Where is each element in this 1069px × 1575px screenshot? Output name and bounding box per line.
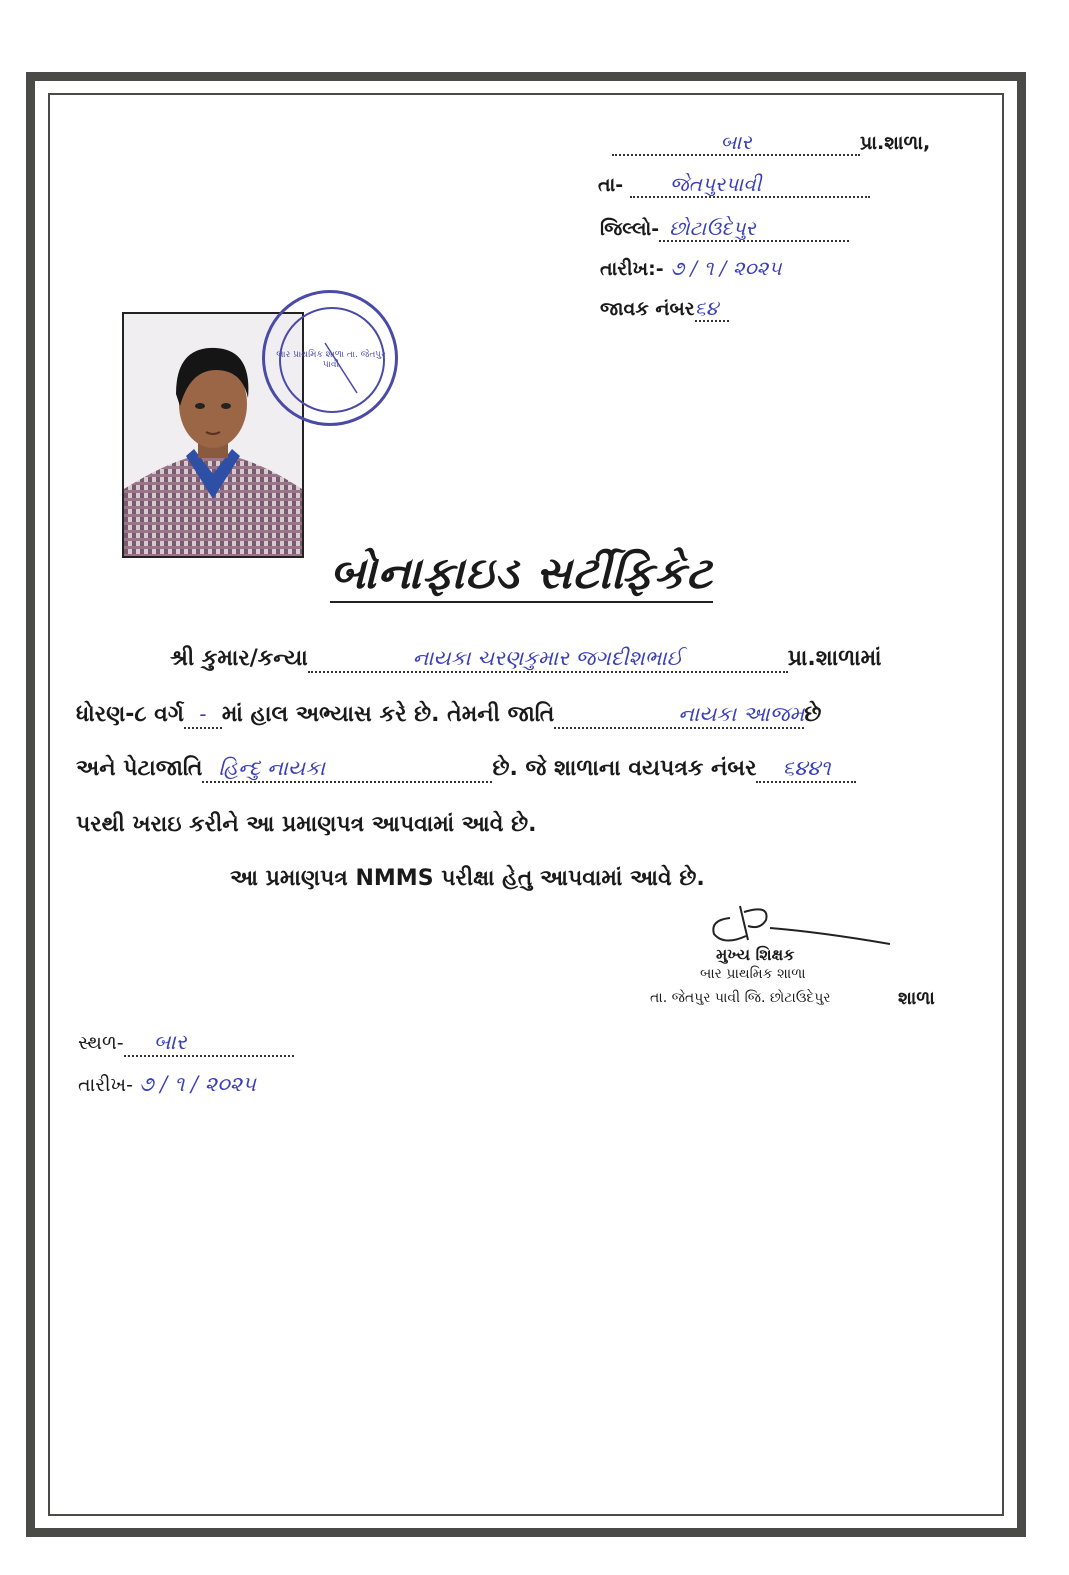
footer-date-line [78,1072,256,1097]
body-line-3 [76,756,856,783]
header-school-line [612,130,930,156]
line2-suffix: છે [804,702,822,727]
footer-date-value: ૭ / ૧ / ૨૦૨૫ [139,1072,256,1096]
class-value: - [199,702,207,726]
body-line-2 [76,702,821,729]
date-value: ૭ / ૧ / ૨૦૨૫ [670,256,782,280]
school-value: બાર [720,130,752,154]
district-label: જિલ્લો- [600,218,660,240]
signature-stamp-line2: તા. જેતપુર પાવી જિ. છોટાઉદેપુર [650,990,831,1006]
body-line-4: પરથી ખરાઇ કરીને આ પ્રમાણપત્ર આપવામાં આવે છે. [76,812,537,837]
page-border-inner [48,93,1004,1516]
body-line-5: આ પ્રમાણપત્ર NMMS પરીક્ષા હેતુ આપવામાં આવે છે. [230,866,705,891]
stamp-text: બાર પ્રાથમિક શાળા તા. જેતપુર પાવી [276,350,386,370]
line2-prefix: ધોરણ-૮ વર્ગ [76,702,184,727]
line1-prefix: શ્રી કુમાર/કન્યા [170,646,308,671]
outward-value: ૬૪ [694,296,719,320]
line2-mid: માં હાલ અભ્યાસ કરે છે. તેમની જાતિ [221,702,555,727]
page-border [26,72,1026,1537]
outward-label: જાવક નંબર [600,298,695,320]
line3-prefix: અને પેટાજાતિ [76,756,203,781]
school-label: પ્રા.શાળા, [860,132,931,154]
caste-value: નાયકા આજમ [678,702,805,726]
school-round-stamp [262,290,398,426]
header-date-line [600,256,782,280]
signature-suffix: શાળા [898,988,935,1009]
footer-date-label: તારીખ- [78,1074,133,1096]
taluka-label: તા- [598,174,624,196]
header-taluka-line [598,172,870,198]
register-number: ૬૪૪૧ [782,756,831,780]
date-label: તારીખ:- [600,258,664,280]
header-district-line [600,216,849,242]
signature-stamp-line1: બાર પ્રાથમિક શાળા [700,966,806,982]
student-name: નાયકા ચરણકુમાર જગદીશભાઈ [412,646,683,670]
certificate-title: બોનાફાઇડ સર્ટીફિકેટ [330,548,713,603]
district-value: છોટાઉદેપુર [669,216,756,240]
signature-designation: મુખ્ય શિક્ષક [716,945,795,964]
header-outward-line [600,296,729,322]
line1-suffix: પ્રા.શાળામાં [787,646,882,671]
subcaste-value: હિન્દુ નાયકા [218,756,326,780]
footer-place-line [78,1030,294,1057]
taluka-value: જેતપુરપાવી [669,172,762,196]
body-line-1 [170,646,882,673]
place-label: સ્થળ- [78,1032,124,1054]
place-value: બાર [153,1030,187,1054]
line3-mid: છે. જે શાળાના વયપત્રક નંબર [492,756,757,781]
